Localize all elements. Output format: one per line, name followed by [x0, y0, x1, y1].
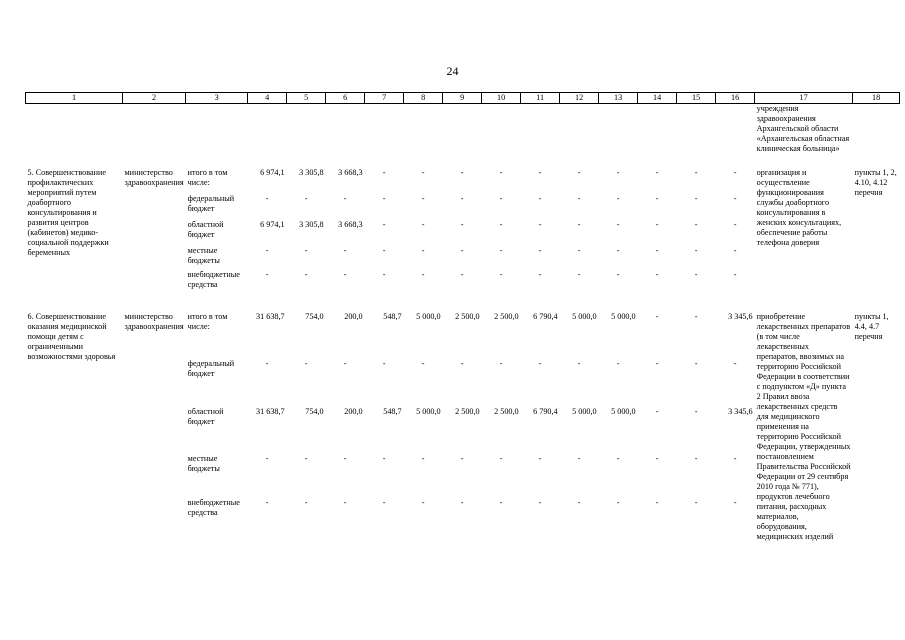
funding-value-cell: 5 000,0	[611, 312, 636, 321]
column-number-cell: 17	[755, 93, 853, 104]
funding-value-cell: -	[304, 454, 308, 464]
funding-value-cell: -	[460, 498, 464, 508]
program-table	[25, 92, 900, 542]
funding-value-cell: -	[694, 220, 698, 229]
funding-value-cell: -	[304, 359, 308, 369]
funding-value-cell: -	[460, 194, 464, 203]
funding-value-cell: 200,0	[344, 406, 363, 416]
funding-value-cell: -	[655, 406, 659, 416]
funding-value-cell: -	[499, 359, 503, 369]
funding-value-cell: -	[538, 168, 542, 177]
funding-value-cell: 548,7	[383, 312, 402, 321]
column-number-cell: 11	[521, 93, 560, 104]
funding-value-cell: -	[616, 359, 620, 369]
column-number-cell: 8	[404, 93, 443, 104]
funding-value-cell: 754,0	[305, 312, 324, 321]
funding-value-cell: 5 000,0	[416, 406, 441, 416]
funding-value-cell: -	[421, 168, 425, 177]
funding-value-cell: -	[382, 359, 386, 369]
funding-value-cell: -	[733, 194, 737, 203]
column-number-cell: 18	[853, 93, 900, 104]
funding-value-cell: -	[538, 454, 542, 464]
funding-value-cell: -	[616, 270, 620, 279]
column-number-cell: 1	[26, 93, 123, 104]
section-description: организация и осуществление функционирования службы доабортного консультирования в женских консультациях, обеспечение работы телефона доверия	[756, 168, 842, 247]
funding-value-cell: -	[343, 498, 347, 508]
funding-value-cell: -	[460, 246, 464, 255]
funding-value-cell: -	[577, 454, 581, 464]
funding-value-cell: -	[694, 454, 698, 464]
funding-value-cell: -	[343, 246, 347, 255]
funding-value-cell: -	[694, 406, 698, 416]
funding-source-label: итого в том числе:	[187, 312, 228, 331]
funding-value-cell: -	[382, 168, 386, 177]
funding-value-cell: -	[460, 168, 464, 177]
funding-value-cell: -	[616, 168, 620, 177]
section-spacer	[26, 294, 900, 312]
funding-source-label: внебюджетные средства	[187, 498, 240, 518]
funding-value-cell: -	[694, 194, 698, 203]
section-spacer	[26, 158, 900, 168]
funding-value-cell: -	[733, 246, 737, 255]
column-number-cell: 15	[677, 93, 716, 104]
section-row	[26, 312, 900, 359]
funding-value-cell: -	[577, 168, 581, 177]
funding-value-cell: -	[304, 498, 308, 508]
funding-source-label: итого в том числе:	[187, 168, 228, 187]
funding-value-cell: -	[616, 454, 620, 464]
funding-value-cell: 200,0	[344, 312, 363, 321]
funding-value-cell: 2 500,0	[494, 312, 519, 321]
funding-value-cell: -	[655, 168, 659, 177]
funding-value-cell: -	[616, 498, 620, 508]
funding-value-cell: -	[538, 270, 542, 279]
funding-value-cell: 3 345,6	[728, 406, 753, 416]
funding-value-cell: -	[733, 270, 737, 279]
funding-value-cell: -	[304, 270, 308, 279]
funding-value-cell: -	[421, 498, 425, 508]
column-number-cell: 13	[599, 93, 638, 104]
column-number-cell: 16	[716, 93, 755, 104]
funding-value-cell: -	[577, 359, 581, 369]
funding-value-cell: 31 638,7	[255, 406, 285, 416]
funding-value-cell: 6 790,4	[533, 406, 558, 416]
funding-value-cell: -	[655, 220, 659, 229]
funding-value-cell: -	[733, 454, 737, 464]
column-number-cell: 2	[123, 93, 186, 104]
funding-value-cell: -	[382, 220, 386, 229]
funding-source-label: федеральный бюджет	[187, 194, 235, 213]
funding-value-cell: -	[499, 270, 503, 279]
section-executor: министерство здравоохранения	[124, 168, 184, 187]
funding-value-cell: -	[265, 246, 269, 255]
funding-value-cell: -	[577, 498, 581, 508]
funding-value-cell: -	[655, 359, 659, 369]
funding-value-cell: -	[421, 270, 425, 279]
column-number-row	[26, 93, 900, 104]
column-number-cell: 4	[248, 93, 287, 104]
funding-value-cell: 5 000,0	[416, 312, 441, 321]
funding-source-label: местные бюджеты	[187, 454, 220, 474]
funding-value-cell: 3 305,8	[299, 220, 324, 229]
funding-source-label: федеральный бюджет	[187, 359, 235, 379]
funding-value-cell: -	[382, 270, 386, 279]
carryover-description: учреждения здравоохранения Архангельской области «Архангельская областная клиническая больница»	[756, 104, 850, 153]
funding-value-cell: -	[733, 359, 737, 369]
page-number: 24	[446, 64, 459, 78]
funding-value-cell: 31 638,7	[255, 312, 285, 321]
funding-value-cell: -	[382, 246, 386, 255]
funding-value-cell: 6 974,1	[260, 220, 285, 229]
funding-value-cell: -	[499, 246, 503, 255]
funding-value-cell: -	[265, 454, 269, 464]
section-executor: министерство здравоохранения	[124, 312, 184, 331]
funding-value-cell: -	[421, 454, 425, 464]
funding-value-cell: 3 345,6	[728, 312, 753, 321]
funding-value-cell: 548,7	[383, 406, 402, 416]
funding-source-label: областной бюджет	[187, 220, 224, 239]
column-number-cell: 14	[638, 93, 677, 104]
funding-source-label: областной бюджет	[187, 406, 224, 426]
funding-value-cell: -	[343, 270, 347, 279]
funding-source-label: местные бюджеты	[187, 246, 220, 265]
funding-value-cell: -	[265, 359, 269, 369]
funding-value-cell: -	[694, 270, 698, 279]
funding-value-cell: -	[694, 168, 698, 177]
column-number-cell: 12	[560, 93, 599, 104]
funding-value-cell: -	[265, 270, 269, 279]
funding-value-cell: -	[538, 194, 542, 203]
funding-value-cell: -	[538, 246, 542, 255]
funding-value-cell: -	[577, 246, 581, 255]
column-number-cell: 6	[326, 93, 365, 104]
funding-value-cell: 6 790,4	[533, 312, 558, 321]
funding-value-cell: -	[460, 359, 464, 369]
funding-value-cell: -	[694, 246, 698, 255]
funding-value-cell: 754,0	[305, 406, 324, 416]
section-reference: пункты 1, 4.4, 4.7 перечня	[854, 312, 889, 341]
funding-value-cell: -	[460, 220, 464, 229]
column-number-cell: 3	[186, 93, 248, 104]
section-row	[26, 168, 900, 194]
funding-value-cell: -	[577, 270, 581, 279]
funding-value-cell: -	[421, 220, 425, 229]
funding-value-cell: 2 500,0	[455, 406, 480, 416]
funding-value-cell: -	[655, 498, 659, 508]
funding-value-cell: -	[304, 246, 308, 255]
section-title: 5. Совершенствование профилактических мероприятий путем доабортного консультирования и развития центров (кабинетов) медико-социальной поддержки беременных	[27, 168, 109, 257]
funding-value-cell: -	[304, 194, 308, 203]
funding-value-cell: -	[421, 194, 425, 203]
funding-value-cell: -	[421, 359, 425, 369]
funding-value-cell: -	[577, 194, 581, 203]
funding-value-cell: -	[499, 454, 503, 464]
funding-value-cell: -	[421, 246, 425, 255]
funding-value-cell: -	[655, 454, 659, 464]
funding-source-label: внебюджетные средства	[187, 270, 240, 289]
funding-value-cell: -	[616, 246, 620, 255]
funding-value-cell: -	[343, 454, 347, 464]
funding-value-cell: -	[577, 220, 581, 229]
table-body	[26, 93, 900, 543]
funding-value-cell: -	[382, 454, 386, 464]
funding-value-cell: -	[616, 194, 620, 203]
funding-value-cell: 3 305,8	[299, 168, 324, 177]
section-reference: пункты 1, 2, 4.10, 4.12 перечня	[854, 168, 897, 197]
funding-value-cell: -	[499, 498, 503, 508]
funding-value-cell: -	[733, 168, 737, 177]
funding-value-cell: -	[694, 312, 698, 321]
funding-value-cell: -	[655, 194, 659, 203]
funding-value-cell: -	[694, 359, 698, 369]
funding-value-cell: -	[382, 498, 386, 508]
funding-value-cell: 3 668,3	[338, 168, 363, 177]
funding-value-cell: -	[382, 194, 386, 203]
column-number-cell: 5	[287, 93, 326, 104]
funding-value-cell: -	[538, 359, 542, 369]
column-number-cell: 9	[443, 93, 482, 104]
funding-value-cell: -	[616, 220, 620, 229]
funding-value-cell: -	[460, 270, 464, 279]
funding-value-cell: -	[694, 498, 698, 508]
section-title: 6. Совершенствование оказания медицинской помощи детям с ограниченными возможностями здоровья	[27, 312, 116, 361]
funding-value-cell: -	[655, 270, 659, 279]
funding-value-cell: -	[265, 194, 269, 203]
funding-value-cell: -	[655, 246, 659, 255]
funding-value-cell: 5 000,0	[572, 406, 597, 416]
funding-value-cell: -	[499, 168, 503, 177]
funding-value-cell: -	[499, 194, 503, 203]
funding-value-cell: -	[343, 194, 347, 203]
funding-value-cell: 3 668,3	[338, 220, 363, 229]
funding-value-cell: 2 500,0	[494, 406, 519, 416]
carryover-row	[26, 104, 900, 159]
funding-value-cell: -	[265, 498, 269, 508]
column-number-cell: 10	[482, 93, 521, 104]
column-number-cell: 7	[365, 93, 404, 104]
funding-value-cell: 6 974,1	[260, 168, 285, 177]
funding-value-cell: -	[538, 220, 542, 229]
funding-value-cell: 5 000,0	[611, 406, 636, 416]
funding-value-cell: 5 000,0	[572, 312, 597, 321]
funding-value-cell: -	[733, 220, 737, 229]
funding-value-cell: 2 500,0	[455, 312, 480, 321]
funding-value-cell: -	[343, 359, 347, 369]
funding-value-cell: -	[655, 312, 659, 321]
funding-value-cell: -	[733, 498, 737, 508]
funding-value-cell: -	[460, 454, 464, 464]
section-description: приобретение лекарственных препаратов (в том числе лекарственных препаратов, ввозимых на территорию Российской Федерации в соответствии с подпунктом «Д» пункта 2 Правил ввоза лекарственных средств для медицинского применения на территорию Российской Федерации, утвержденных постановлением Правительства Российской Федерации от 29 сентября 2010 года № 771), продуктов лечебного питания, расходных материалов, оборудования, медицинских изделий	[756, 312, 851, 541]
funding-value-cell: -	[538, 498, 542, 508]
funding-value-cell: -	[499, 220, 503, 229]
